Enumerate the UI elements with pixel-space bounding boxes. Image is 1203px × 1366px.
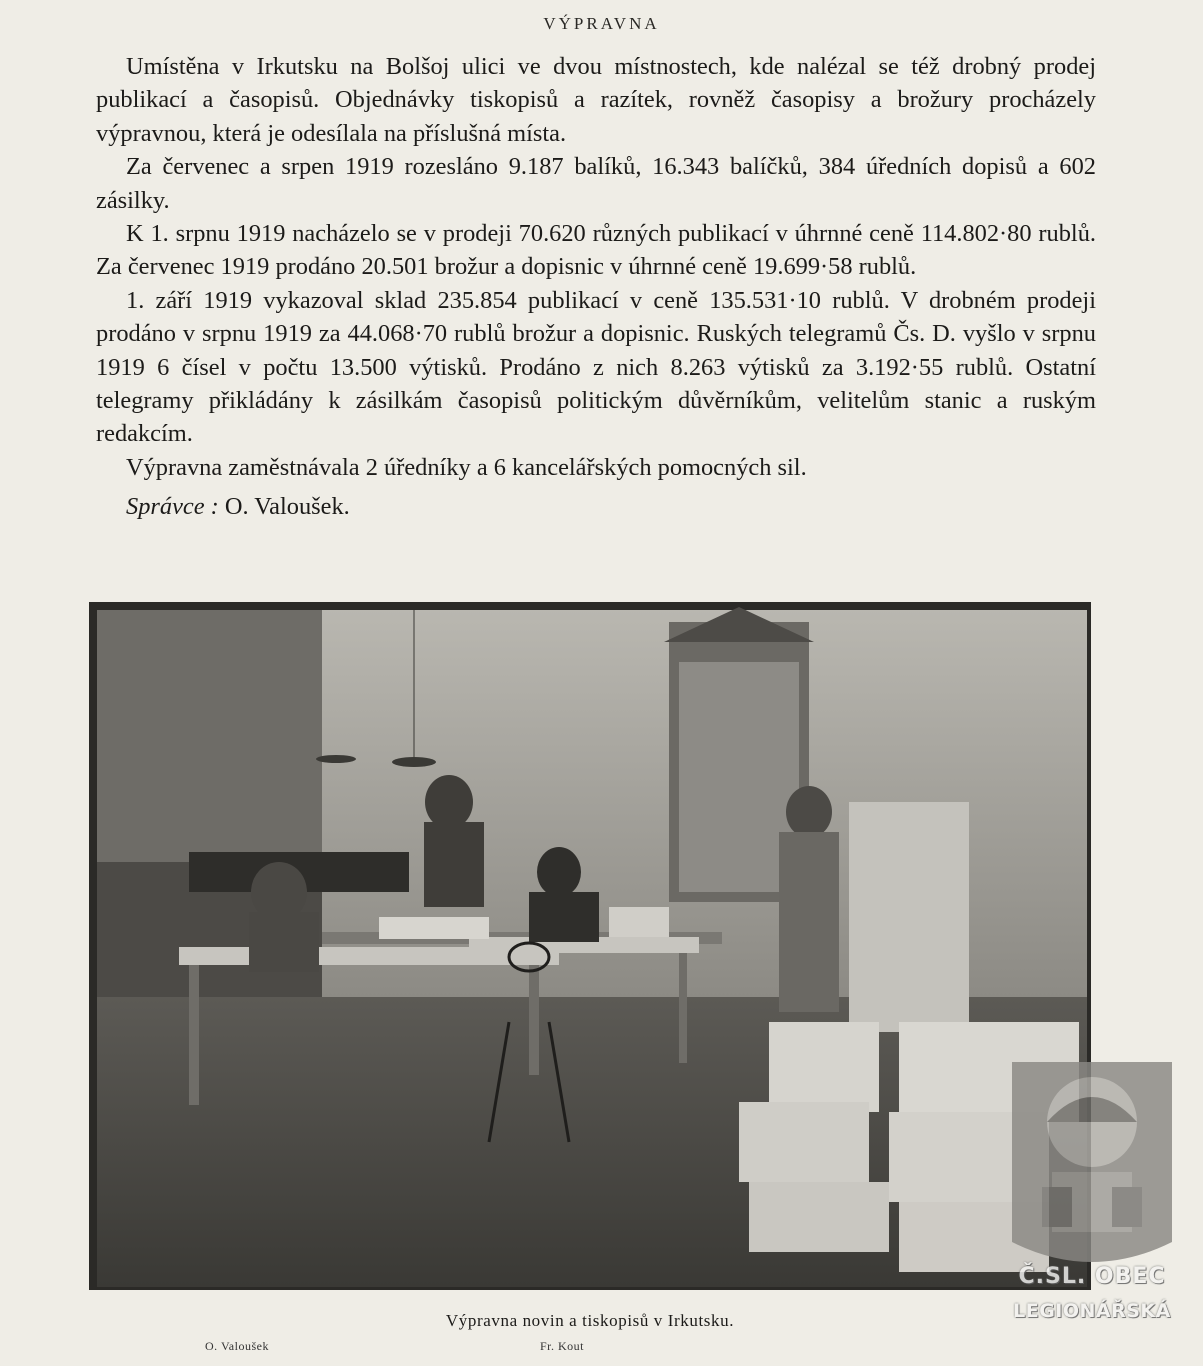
watermark-line2: LEGIONÁŘSKÁ <box>1013 1300 1171 1322</box>
photo-credit-right: Fr. Kout <box>540 1339 585 1353</box>
photo-credit-left: O. Valoušek <box>205 1339 269 1353</box>
signature-name: O. Valoušek. <box>224 493 350 521</box>
signature <box>96 490 1096 523</box>
paragraph-staff: Výpravna zaměstnávala 2 úředníky a 6 kancelářských pomocných sil. <box>126 453 807 481</box>
page-title: VÝPRAVNA <box>543 14 660 33</box>
office-photo <box>89 602 1091 1290</box>
paragraph-location: Umístěna v Irkutsku na Bolšoj ulici ve dvou místnostech, kde nalézal se též drobný prodej publikací a časopisů. Objednávky tiskopisů a razítek, rovněž časopisy a brožury procházely výpravnou, která je odesílala na příslušná místa. <box>96 53 1096 147</box>
photo-caption: Výpravna novin a tiskopisů v Irkutsku. <box>445 1311 735 1330</box>
paragraph-september-stock: 1. září 1919 vykazoval sklad 235.854 publikací v ceně 135.531·10 rublů. V drobném prodeji prodáno v srpnu 1919 za 44.068·70 rublů brožur a dopisnic. Ruských telegramů Čs. D. vyšlo v srpnu 1919 6 čísel v počtu 13.500 výtisků. Prodáno z nich 8.263 výtisků za 3.192·55 rublů. Ostatní telegramy přikládány k zásilkám časopisů politickým důvěrníkům, velitelům stanic a ruským redakcím. <box>96 286 1096 448</box>
paragraph-august-sales: K 1. srpnu 1919 nacházelo se v prodeji 70.620 různých publikací v úhrnné ceně 114.802·80 rublů. Za červenec 1919 prodáno 20.501 brožur a dopisnic v úhrnné ceně 19.699·58 rublů. <box>96 220 1096 281</box>
paragraph-shipments: Za červenec a srpen 1919 rozesláno 9.187 balíků, 16.343 balíčků, 384 úředních dopisů a 602 zásilky. <box>96 153 1096 214</box>
signature-label: Správce : <box>126 493 219 521</box>
legion-watermark-logo <box>992 1052 1192 1342</box>
article-body <box>96 50 1096 524</box>
watermark-line1: Č.SL. OBEC <box>1018 1264 1166 1289</box>
